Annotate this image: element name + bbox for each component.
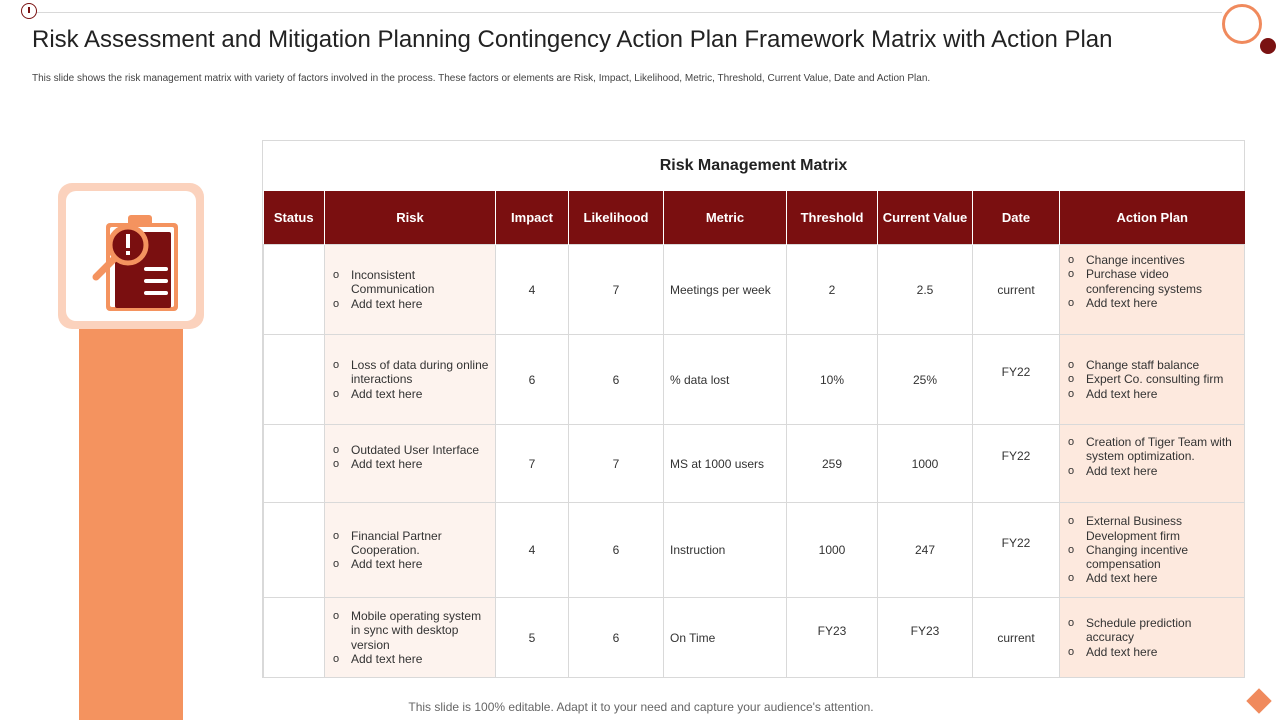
list-item: o Inconsistent Communication xyxy=(351,268,489,297)
likelihood-cell: 6 xyxy=(569,598,664,678)
risk-cell xyxy=(325,335,496,425)
table-row xyxy=(264,598,1245,678)
list-item: o Outdated User Interface xyxy=(351,443,489,457)
current-value-cell: 25% xyxy=(878,335,973,425)
current-value-cell: 247 xyxy=(878,503,973,598)
list-item: o Schedule prediction accuracy xyxy=(1086,616,1238,645)
impact-cell: 4 xyxy=(496,245,569,335)
col-status: Status xyxy=(264,191,325,245)
metric-cell: % data lost xyxy=(664,335,787,425)
metric-cell: On Time xyxy=(664,598,787,678)
current-value-cell: FY23 xyxy=(878,598,973,678)
list-item: o Loss of data during online interactions xyxy=(351,358,489,387)
info-icon xyxy=(21,3,37,19)
header-row xyxy=(264,191,1245,245)
date-cell: current xyxy=(973,598,1060,678)
risk-cell xyxy=(325,425,496,503)
list-item: o Add text here xyxy=(1086,464,1238,478)
list-item: o Expert Co. consulting firm xyxy=(1086,372,1238,386)
list-item: o Add text here xyxy=(351,387,489,401)
col-impact: Impact xyxy=(496,191,569,245)
decorative-dot-icon xyxy=(1260,38,1276,54)
list-item: o Add text here xyxy=(351,557,489,571)
action-plan-cell xyxy=(1060,598,1245,678)
col-metric: Metric xyxy=(664,191,787,245)
list-item: o Add text here xyxy=(1086,645,1238,659)
col-risk: Risk xyxy=(325,191,496,245)
action-plan-cell xyxy=(1060,245,1245,335)
likelihood-cell: 6 xyxy=(569,503,664,598)
current-value-cell: 2.5 xyxy=(878,245,973,335)
decorative-side-bar xyxy=(79,300,183,720)
risk-cell xyxy=(325,598,496,678)
table-row xyxy=(264,425,1245,503)
list-item: o Add text here xyxy=(351,457,489,471)
list-item: o Change incentives xyxy=(1086,253,1238,267)
col-current-value: Current Value xyxy=(878,191,973,245)
action-plan-cell xyxy=(1060,503,1245,598)
list-item: o Add text here xyxy=(1086,387,1238,401)
likelihood-cell: 6 xyxy=(569,335,664,425)
matrix-grid xyxy=(263,191,1245,678)
action-plan-cell xyxy=(1060,425,1245,503)
icon-inner xyxy=(66,191,196,321)
threshold-cell: 259 xyxy=(787,425,878,503)
table-row xyxy=(264,245,1245,335)
list-item: o Change staff balance xyxy=(1086,358,1238,372)
icon-frame xyxy=(58,183,204,329)
page-title: Risk Assessment and Mitigation Planning Contingency Action Plan Framework Matrix with Action Plan xyxy=(32,26,1113,53)
impact-cell: 5 xyxy=(496,598,569,678)
date-cell: current xyxy=(973,245,1060,335)
matrix-title: Risk Management Matrix xyxy=(659,157,848,174)
threshold-cell: FY23 xyxy=(787,598,878,678)
table-row xyxy=(264,503,1245,598)
date-cell: FY22 xyxy=(973,335,1060,425)
status-cell xyxy=(264,335,325,425)
likelihood-cell: 7 xyxy=(569,245,664,335)
list-item: o External Business Development firm xyxy=(1086,514,1238,543)
top-divider xyxy=(22,12,1222,13)
action-plan-cell xyxy=(1060,335,1245,425)
list-item: o Add text here xyxy=(351,652,489,666)
risk-cell xyxy=(325,503,496,598)
list-item: o Add text here xyxy=(351,297,489,311)
status-cell xyxy=(264,245,325,335)
footer-note: This slide is 100% editable. Adapt it to your need and capture your audience's attention. xyxy=(408,700,874,714)
list-item: o Add text here xyxy=(1086,571,1238,585)
col-action-plan: Action Plan xyxy=(1060,191,1245,245)
metric-cell: Instruction xyxy=(664,503,787,598)
col-likelihood: Likelihood xyxy=(569,191,664,245)
col-threshold: Threshold xyxy=(787,191,878,245)
impact-cell: 6 xyxy=(496,335,569,425)
risk-cell xyxy=(325,245,496,335)
impact-cell: 7 xyxy=(496,425,569,503)
metric-cell: Meetings per week xyxy=(664,245,787,335)
date-cell: FY22 xyxy=(973,425,1060,503)
table-row xyxy=(264,335,1245,425)
impact-cell: 4 xyxy=(496,503,569,598)
status-cell xyxy=(264,425,325,503)
metric-cell: MS at 1000 users xyxy=(664,425,787,503)
status-cell xyxy=(264,598,325,678)
current-value-cell: 1000 xyxy=(878,425,973,503)
status-cell xyxy=(264,503,325,598)
date-cell: FY22 xyxy=(973,503,1060,598)
list-item: o Financial Partner Cooperation. xyxy=(351,529,489,558)
clipboard-alert-icon xyxy=(66,191,196,321)
decorative-ring-icon xyxy=(1222,4,1262,44)
col-date: Date xyxy=(973,191,1060,245)
list-item: o Changing incentive compensation xyxy=(1086,543,1238,572)
list-item: o Purchase video conferencing systems xyxy=(1086,267,1238,296)
list-item: o Add text here xyxy=(1086,296,1238,310)
list-item: o Creation of Tiger Team with system optimization. xyxy=(1086,435,1238,464)
threshold-cell: 10% xyxy=(787,335,878,425)
threshold-cell: 1000 xyxy=(787,503,878,598)
risk-matrix-table xyxy=(262,140,1245,678)
threshold-cell: 2 xyxy=(787,245,878,335)
list-item: o Mobile operating system in sync with desktop version xyxy=(351,609,489,652)
page-subtitle: This slide shows the risk management matrix with variety of factors involved in the process. These factors or elements are Risk, Impact, Likelihood, Metric, Threshold, Current Value, Date and Action Plan. xyxy=(32,73,931,84)
likelihood-cell: 7 xyxy=(569,425,664,503)
